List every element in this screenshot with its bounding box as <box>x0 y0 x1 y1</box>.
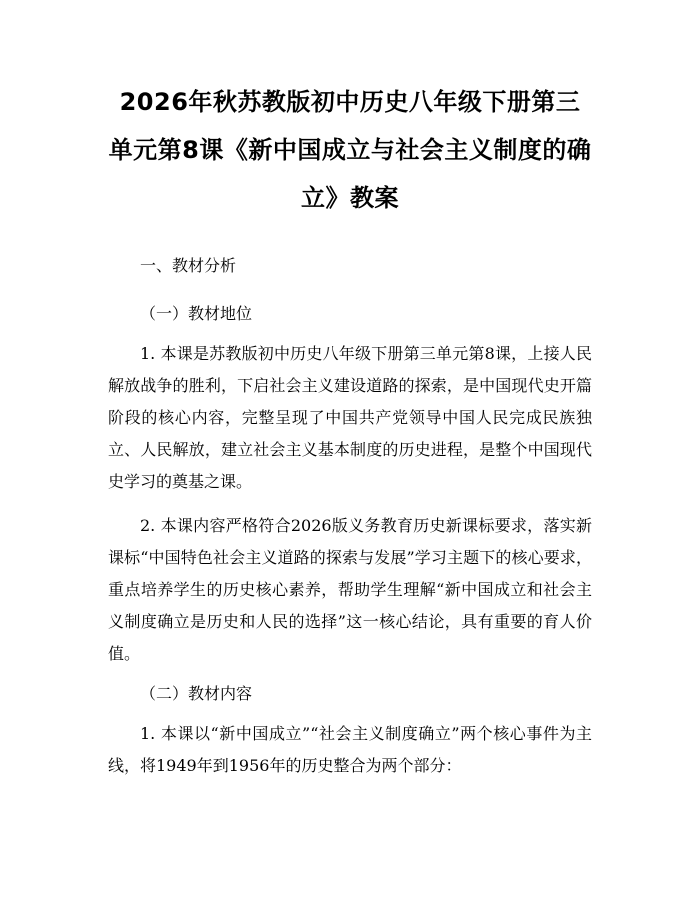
document-title: 2026年秋苏教版初中历史八年级下册第三单元第8课《新中国成立与社会主义制度的确立》教案 <box>108 88 592 212</box>
subsection-heading-textbook-content: （二）教材内容 <box>140 684 253 703</box>
subsection-heading-textbook-status: （一）教材地位 <box>140 304 253 323</box>
paragraph-content-1: 1. 本课以“新中国成立”“社会主义制度确立”两个核心事件为主线，将1949年到1956年的历史整合为两个部分： <box>108 724 592 775</box>
paragraph-status-2: 2. 本课内容严格符合2026版义务教育历史新课标要求，落实新课标“中国特色社会主义道路的探索与发展”学习主题下的核心要求，重点培养学生的历史核心素养，帮助学生理解“新中国成立和社会主义制度确立是历史和人民的选择”这一核心结论，具有重要的育人价值。 <box>108 516 592 663</box>
document-body <box>108 242 592 782</box>
section-heading-textbook-analysis: 一、教材分析 <box>140 256 237 275</box>
paragraph-spacer <box>108 498 592 510</box>
paragraph-status-1: 1. 本课是苏教版初中历史八年级下册第三单元第8课，上接人民解放战争的胜利，下启社会主义建设道路的探索，是中国现代史开篇阶段的核心内容，完整呈现了中国共产党领导中国人民完成民族独立、人民解放，建立社会主义基本制度的历史进程，是整个中国现代史学习的奠基之课。 <box>108 344 592 491</box>
